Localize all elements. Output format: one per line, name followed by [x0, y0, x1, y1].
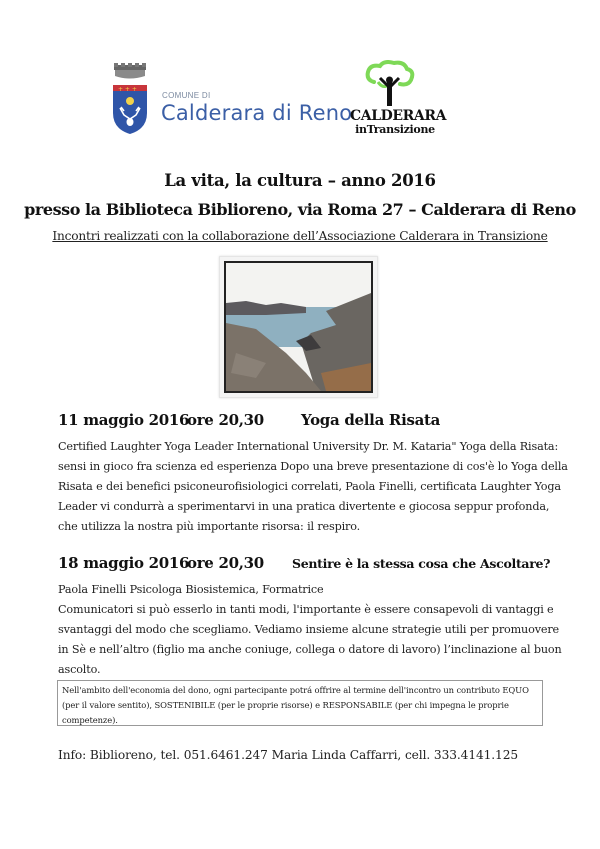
gift-economy-note — [57, 680, 543, 726]
location-heading: presso la Biblioteca Biblioreno, via Roma 27 – Calderara di Reno — [24, 200, 576, 219]
event-2-line: svantaggi del modo che scegliamo. Vediamo insieme alcune strategie utili per promuovere — [58, 623, 560, 636]
note-line: Nell'ambito dell'economia del dono, ogni partecipante potrá offrire al termine dell'incontro un contributo EQUO — [62, 685, 529, 695]
comune-name: Calderara di Reno — [161, 101, 353, 125]
event-1-line: Risata e dei benefici psiconeurofisiologici correlati, Paola Finelli, certificata Laughter Yoga — [58, 480, 561, 493]
coastline-photo — [219, 256, 378, 398]
comune-prefix: COMUNE DI — [162, 91, 211, 100]
comune-logo — [108, 63, 353, 138]
note-line: competenze). — [62, 715, 118, 725]
event-2-line: in Sè e nell’altro (figlio ma anche coniuge, collega o datore di lavoro) l’inclinazione al buon — [58, 643, 562, 656]
event-2-time: ore 20,30 — [187, 554, 264, 572]
event-1-line: che utilizza la nostra più importante risorsa: il respiro. — [58, 520, 361, 533]
event-1-description — [58, 437, 568, 537]
event-1-title: Yoga della Risata — [301, 411, 441, 429]
event-1-line: Leader vi condurrà a sperimentarvi in una pratica divertente e giocosa seppur profonda, — [58, 500, 550, 513]
svg-text:+ + +: + + + — [118, 86, 137, 93]
tree-person-icon — [360, 60, 420, 110]
event-1-time: ore 20,30 — [187, 411, 264, 429]
transizione-subtitle: inTransizione — [355, 123, 435, 136]
collaboration-subtitle: Incontri realizzati con la collaborazione dell’Associazione Calderara in Transizione — [52, 229, 548, 243]
coat-of-arms-icon — [110, 63, 150, 135]
event-1-line: Certified Laughter Yoga Leader International University Dr. M. Kataria" Yoga della Risata: — [58, 440, 559, 453]
event-2-line: ascolto. — [58, 663, 101, 676]
event-2-line: Comunicatori si può esserlo in tanti modi, l'importante è essere consapevoli di vantaggi e — [58, 603, 554, 616]
event-1-line: sensi in gioco fra scienza ed esperienza Dopo una breve presentazione di cos'è lo Yoga della — [58, 460, 568, 473]
transizione-logo — [350, 60, 447, 140]
event-2-description — [58, 580, 562, 680]
event-1-date: 11 maggio 2016 — [58, 411, 190, 429]
event-2-line: Paola Finelli Psicologa Biosistemica, Formatrice — [58, 583, 324, 596]
transizione-title: CALDERARA — [350, 108, 447, 124]
event-2-date: 18 maggio 2016 — [58, 554, 190, 572]
contact-info: Info: Biblioreno, tel. 051.6461.247 Maria Linda Caffarri, cell. 333.4141.125 — [58, 748, 519, 762]
page-title: La vita, la cultura – anno 2016 — [164, 171, 436, 190]
note-line: (per il valore sentito), SOSTENIBILE (per le proprie risorse) e RESPONSABILE (per chi impegna le proprie — [62, 700, 509, 710]
event-2-title: Sentire è la stessa cosa che Ascoltare? — [292, 556, 551, 571]
